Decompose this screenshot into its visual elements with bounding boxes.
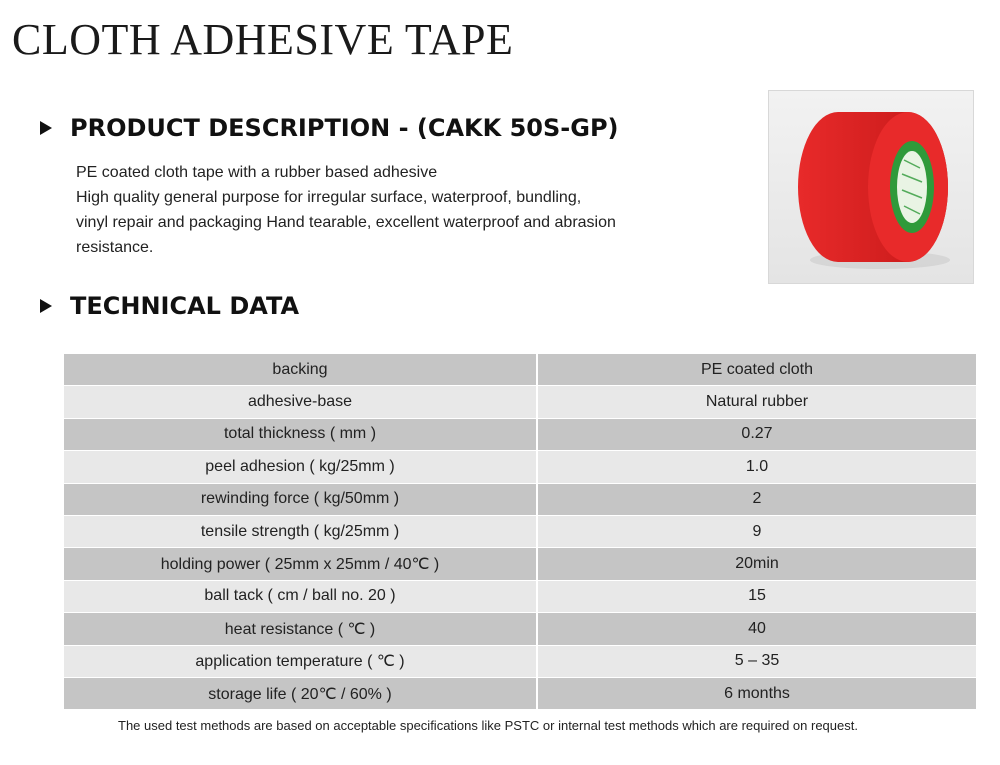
- property-value: Natural rubber: [537, 386, 976, 418]
- property-name: adhesive-base: [64, 386, 537, 418]
- technical-data-heading-text: TECHNICAL DATA: [70, 292, 300, 320]
- property-value: 40: [537, 613, 976, 645]
- table-row: [64, 515, 976, 547]
- table-row: [64, 418, 976, 450]
- table-row: [64, 548, 976, 580]
- footnote: The used test methods are based on acceptable specifications like PSTC or internal test methods which are required on request.: [118, 718, 858, 733]
- property-value: 5 – 35: [537, 645, 976, 677]
- technical-data-heading: [40, 292, 299, 320]
- property-name: storage life ( 20℃ / 60% ): [64, 677, 537, 709]
- table-row: [64, 354, 976, 386]
- property-name: ball tack ( cm / ball no. 20 ): [64, 580, 537, 612]
- table-row: [64, 386, 976, 418]
- property-value: 1.0: [537, 451, 976, 483]
- table-row: [64, 451, 976, 483]
- description-line: PE coated cloth tape with a rubber based adhesive: [76, 164, 438, 181]
- table-row: [64, 483, 976, 515]
- table-row: [64, 613, 976, 645]
- property-name: holding power ( 25mm x 25mm / 40℃ ): [64, 548, 537, 580]
- table-row: [64, 677, 976, 709]
- property-value: PE coated cloth: [537, 354, 976, 386]
- tape-product-photo: [768, 90, 974, 284]
- description-line: High quality general purpose for irregular surface, waterproof, bundling,: [76, 189, 582, 206]
- technical-data-table: [64, 354, 976, 710]
- property-value: 6 months: [537, 677, 976, 709]
- product-description-text: [76, 160, 736, 260]
- table-row: [64, 580, 976, 612]
- page-title: CLOTH ADHESIVE TAPE: [12, 15, 514, 64]
- table-row: [64, 645, 976, 677]
- triangle-bullet-icon: [40, 121, 52, 135]
- property-value: 15: [537, 580, 976, 612]
- property-value: 20min: [537, 548, 976, 580]
- triangle-bullet-icon: [40, 299, 52, 313]
- tape-roll-image: [768, 90, 974, 284]
- property-name: heat resistance ( ℃ ): [64, 613, 537, 645]
- property-name: peel adhesion ( kg/25mm ): [64, 451, 537, 483]
- property-value: 2: [537, 483, 976, 515]
- property-name: total thickness ( mm ): [64, 418, 537, 450]
- property-name: rewinding force ( kg/50mm ): [64, 483, 537, 515]
- property-value: 0.27: [537, 418, 976, 450]
- description-line: resistance.: [76, 239, 154, 256]
- property-value: 9: [537, 515, 976, 547]
- property-name: application temperature ( ℃ ): [64, 645, 537, 677]
- property-name: backing: [64, 354, 537, 386]
- product-description-heading-text: PRODUCT DESCRIPTION - (CAKK 50S-GP): [70, 114, 619, 142]
- property-name: tensile strength ( kg/25mm ): [64, 515, 537, 547]
- description-line: vinyl repair and packaging Hand tearable, excellent waterproof and abrasion: [76, 214, 616, 231]
- product-description-heading: [40, 114, 619, 142]
